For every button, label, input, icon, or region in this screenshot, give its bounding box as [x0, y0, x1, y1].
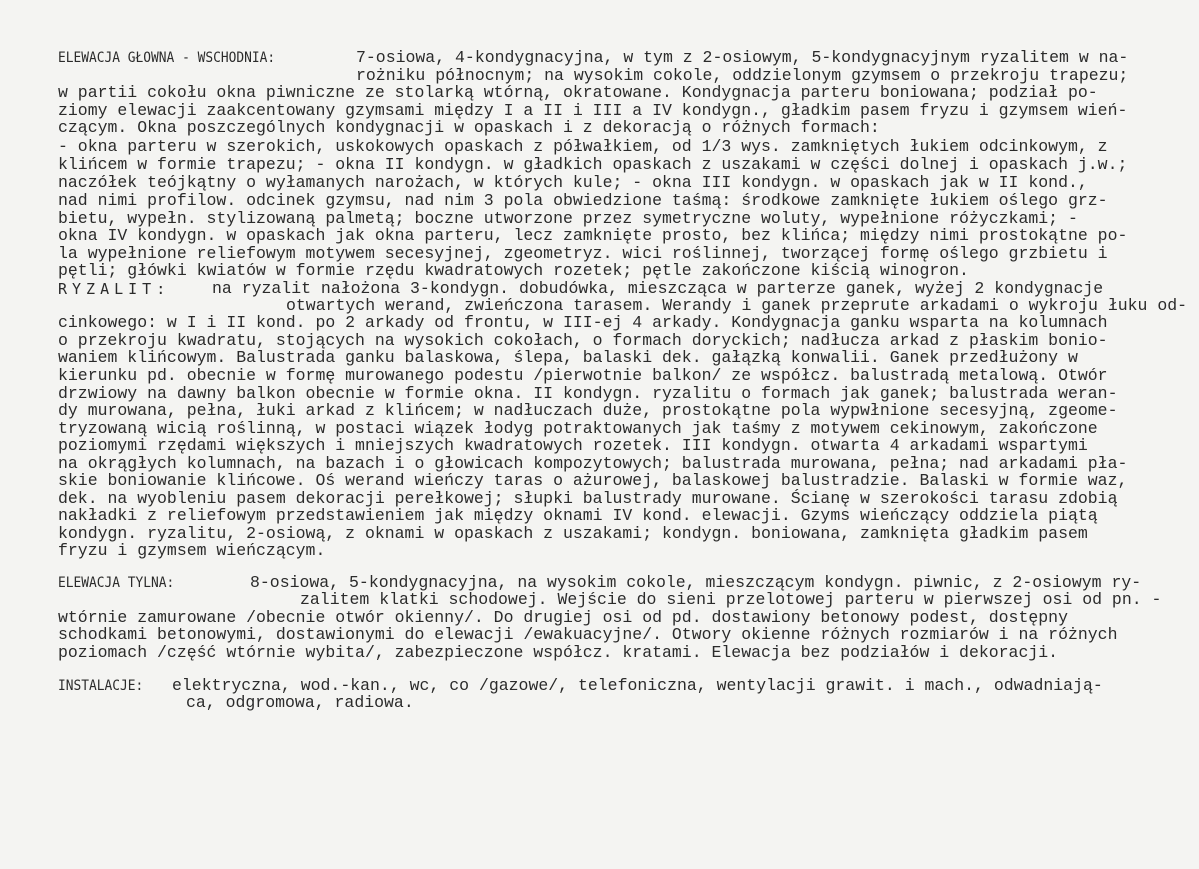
section-heading: INSTALACJE: [58, 678, 144, 694]
text-line: tryzowaną wicią roślinną, w postaci wiązek łodyg potraktowanych jak taśmy z motywem cekinowym, zakończone [58, 419, 1098, 438]
text-line: klińcem w formie trapezu; - okna II kondygn. w gładkich opaskach z uszakami w części dolnej i opaskach j.w.; [58, 155, 1128, 174]
text-line: naczółek teójkątny o wyłamanych narożach, w których kule; - okna III kondygn. w opaskach jak w II kond., [58, 173, 1088, 192]
text-line: zalitem klatki schodowej. Wejście do sieni przelotowej parteru w pierwszej osi od pn. - [300, 590, 1162, 609]
text-line: cinkowego: w I i II kond. po 2 arkady od frontu, w III-ej 4 arkady. Kondygnacja ganku wsparta na kolumnach [58, 313, 1108, 332]
section-heading: ELEWACJA TYLNA: [58, 575, 175, 591]
text-line: fryzu i gzymsem wieńczącym. [58, 541, 326, 560]
section-heading: ELEWACJA GŁOWNA - WSCHODNIA: [58, 50, 276, 66]
text-line: o przekroju kwadratu, stojących na wysokich cokołach, o formach doryckich; nadłucza arkad z płaskim bonio- [58, 331, 1108, 350]
text-line: kondygn. ryzalitu, 2-osiową, z oknami w opaskach z uszakami; kondygn. boniowana, zamknięta gładkim pasem [58, 524, 1088, 543]
section-heading: RYZALIT: [58, 280, 171, 298]
text-line: poziomach /część wtórnie wybita/, zabezpieczone współcz. kratami. Elewacja bez podziałów i dekoracji. [58, 643, 1059, 662]
text-line: czącym. Okna poszczególnych kondygnacji w opaskach i z dekoracją o różnych formach: [58, 118, 880, 137]
text-line: rożniku północnym; na wysokim cokole, oddzielonym gzymsem o przekroju trapezu; [356, 66, 1129, 85]
text-line: ca, odgromowa, radiowa. [186, 693, 414, 712]
text-line: 7-osiowa, 4-kondygnacyjna, w tym z 2-osiowym, 5-kondygnacyjnym ryzalitem w na- [356, 48, 1129, 67]
text-line: w partii cokołu okna piwniczne ze stolarką wtórną, okratowane. Kondygnacja parteru boniowana; podział po- [58, 83, 1098, 102]
text-line: drzwiowy na dawny balkon obecnie w formie okna. II kondygn. ryzalitu o formach jak ganek; balustrada weran- [58, 384, 1118, 403]
text-line: - okna parteru w szerokich, uskokowych opaskach z półwałkiem, od 1/3 wys. zamkniętych łukiem odcinkowym, z [58, 137, 1108, 156]
text-line: nakładki z reliefowym przedstawieniem jak między oknami IV kond. elewacji. Gzyms wieńczący oddziela piątą [58, 506, 1098, 525]
text-line: dek. na wyobleniu pasem dekoracji perełkowej; słupki balustrady murowane. Ścianę w szerokości tarasu zdobią [58, 489, 1118, 508]
text-line: pętli; główki kwiatów w formie rzędu kwadratowych rozetek; pętle zakończone kiścią winogron. [58, 261, 969, 280]
text-line: la wypełnione reliefowym motywem secesyjnej, zgeometryz. wici roślinnej, tworzącej formę oślego grzbietu i [58, 244, 1108, 263]
text-line: kierunku pd. obecnie w formę murowanego podestu /pierwotnie balkon/ ze współcz. balustradą metalową. Otwór [58, 366, 1108, 385]
text-line: poziomymi rzędami większych i mniejszych kwadratowych rozetek. III kondygn. otwarta 4 arkadami wspartymi [58, 436, 1088, 455]
text-line: okna IV kondygn. w opaskach jak okna parteru, lecz zamknięte prosto, bez klińca; między nimi prostokątne po- [58, 226, 1128, 245]
text-line: schodkami betonowymi, dostawionymi do elewacji /ewakuacyjne/. Otwory okienne różnych rozmiarów i na różnych [58, 625, 1118, 644]
text-line: na ryzalit nałożona 3-kondygn. dobudówka, mieszcząca w parterze ganek, wyżej 2 kondygnacje [212, 279, 1104, 298]
text-line: na okrągłych kolumnach, na bazach i o głowicach kompozytowych; balustrada murowana, pełna; nad arkadami pła- [58, 454, 1128, 473]
text-line: dy murowana, pełna, łuki arkad z klińcem; w nadłuczach duże, prostokątne pola wypwłnione secesyjną, zgeome- [58, 401, 1118, 420]
text-line: ziomy elewacji zaakcentowany gzymsami między I a II i III a IV kondygn., gładkim pasem fryzu i gzymsem wień- [58, 101, 1128, 120]
text-line: elektryczna, wod.-kan., wc, co /gazowe/, telefoniczna, wentylacji grawit. i mach., odwadniają- [172, 676, 1103, 695]
text-line: 8-osiowa, 5-kondygnacyjna, na wysokim cokole, mieszczącym kondygn. piwnic, z 2-osiowym ry- [250, 573, 1142, 592]
text-line: wtórnie zamurowane /obecnie otwór okienny/. Do drugiej osi od pd. dostawiony betonowy podest, dostępny [58, 608, 1068, 627]
text-line: waniem klińcowym. Balustrada ganku balaskowa, ślepa, balaski dek. gałązką konwalii. Ganek przedłużony w [58, 348, 1078, 367]
text-line: otwartych werand, zwieńczona tarasem. Werandy i ganek przeprute arkadami o wykroju łuku od- [286, 296, 1188, 315]
text-line: nad nimi profilow. odcinek gzymsu, nad nim 3 pola obwiedzione taśmą: środkowe zamknięte łukiem oślego grz- [58, 191, 1108, 210]
text-line: skie boniowanie klińcowe. Oś werand wieńczy taras o ażurowej, balaskowej balustradzie. Balaski w formie waz, [58, 471, 1128, 490]
text-line: bietu, wypełn. stylizowaną palmetą; boczne utworzone przez symetryczne woluty, wypełnione różyczkami; - [58, 209, 1078, 228]
